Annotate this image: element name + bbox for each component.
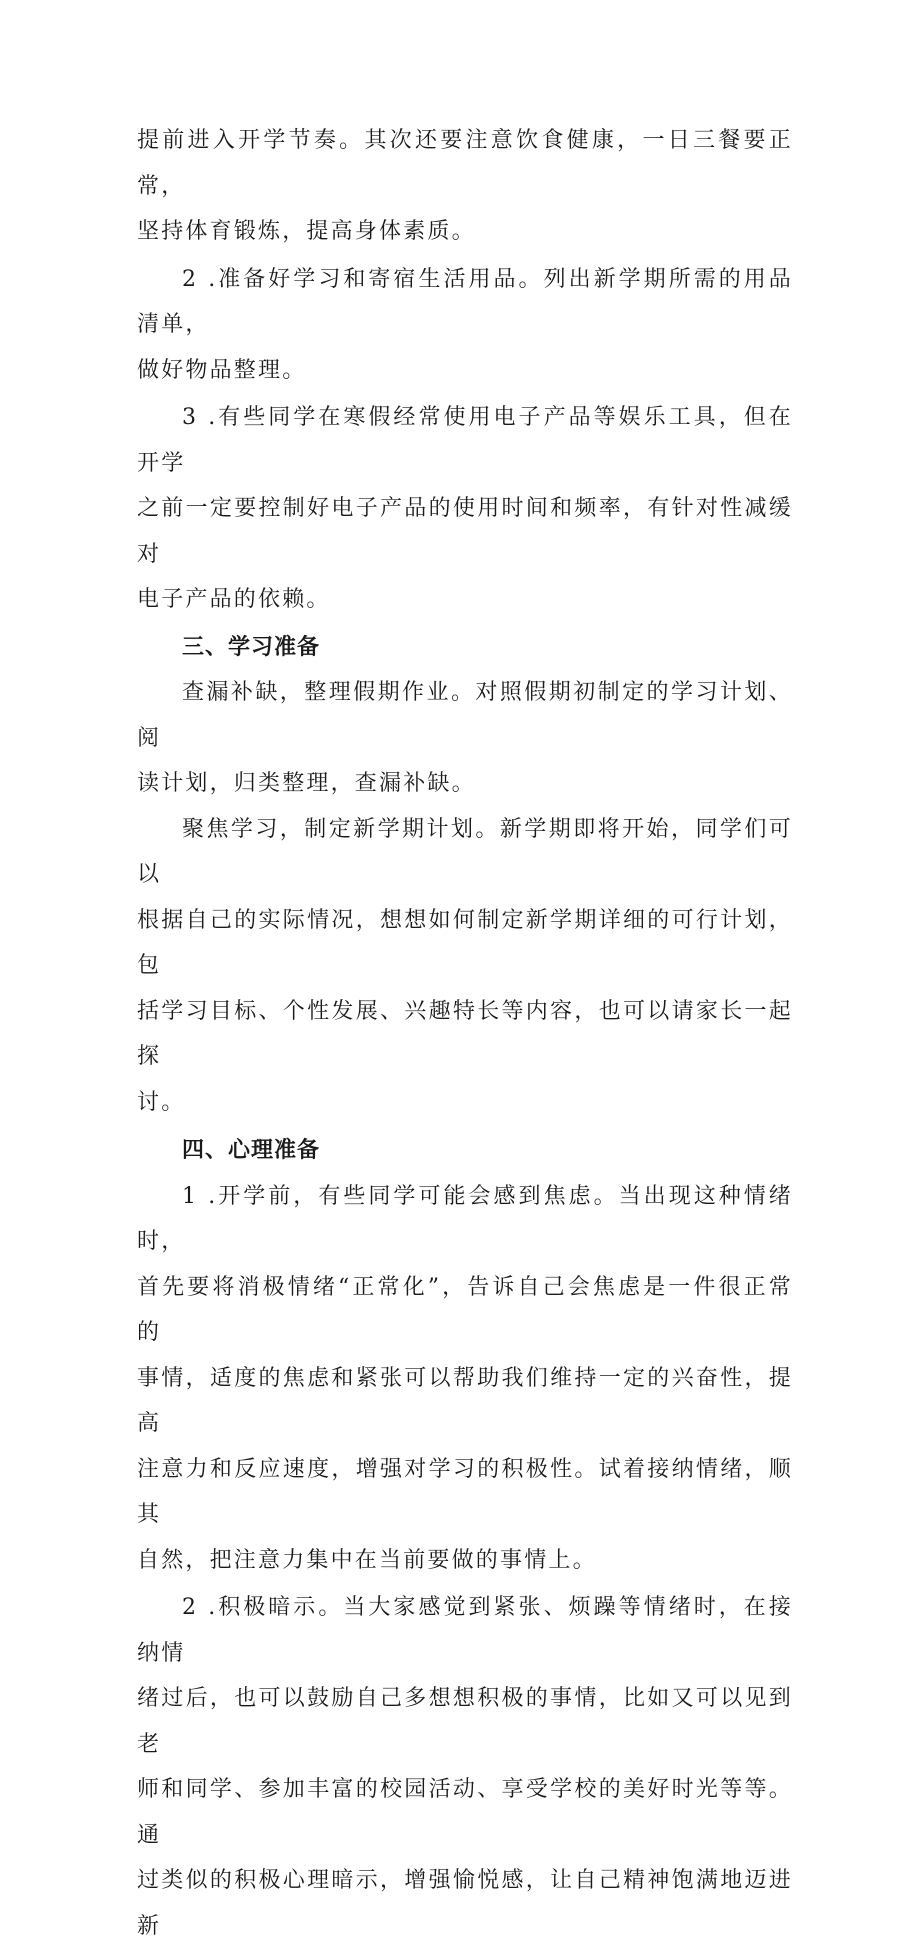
document-page bbox=[137, 118, 793, 1949]
paragraph-item-2-positive-suggestion bbox=[137, 1585, 793, 1949]
paragraph-item-2-supplies bbox=[137, 257, 793, 394]
text-line: 事情，适度的焦虑和紧张可以帮助我们维持一定的兴奋性，提高 bbox=[137, 1365, 793, 1436]
text-line: 自然，把注意力集中在当前要做的事情上。 bbox=[137, 1547, 597, 1573]
section-heading-study-prep: 三、学习准备 bbox=[182, 634, 321, 660]
text-line: 括学习目标、个性发展、兴趣特长等内容，也可以请家长一起探 bbox=[137, 998, 793, 1069]
text-line: 注意力和反应速度，增强对学习的积极性。试着接纳情绪，顺其 bbox=[137, 1456, 793, 1527]
text-line: 2 .准备好学习和寄宿生活用品。列出新学期所需的用品清单， bbox=[137, 266, 793, 337]
paragraph-item-3-electronics bbox=[137, 395, 793, 623]
text-line: 提前进入开学节奏。其次还要注意饮食健康，一日三餐要正常， bbox=[137, 128, 793, 199]
text-line: 师和同学、参加丰富的校园活动、享受学校的美好时光等等。通 bbox=[137, 1777, 793, 1848]
text-line: 过类似的积极心理暗示，增强愉悦感，让自己精神饱满地迈进新 bbox=[137, 1868, 793, 1939]
paragraph-review-homework bbox=[137, 670, 793, 807]
text-line: 根据自己的实际情况，想想如何制定新学期详细的可行计划，包 bbox=[137, 907, 793, 978]
text-line: 1 .开学前，有些同学可能会感到焦虑。当出现这种情绪时， bbox=[137, 1183, 793, 1254]
text-line: 2 .积极暗示。当大家感觉到紧张、烦躁等情绪时，在接纳情 bbox=[137, 1595, 793, 1666]
text-line: 做好物品整理。 bbox=[137, 357, 307, 383]
text-line: 绪过后，也可以鼓励自己多想想积极的事情，比如又可以见到老 bbox=[137, 1686, 793, 1757]
text-line: 读计划，归类整理，查漏补缺。 bbox=[137, 771, 476, 796]
text-line: 查漏补缺，整理假期作业。对照假期初制定的学习计划、阅 bbox=[137, 680, 793, 751]
paragraph-semester-plan bbox=[137, 807, 793, 1126]
section-heading-mental-prep: 四、心理准备 bbox=[182, 1138, 321, 1163]
text-line: 3 .有些同学在寒假经常使用电子产品等娱乐工具，但在开学 bbox=[137, 405, 793, 476]
text-line: 之前一定要控制好电子产品的使用时间和频率，有针对性减缓对 bbox=[137, 496, 793, 567]
text-line: 讨。 bbox=[137, 1089, 186, 1115]
text-line: 首先要将消极情绪“正常化”，告诉自己会焦虑是一件很正常的 bbox=[137, 1274, 793, 1345]
text-line: 电子产品的依赖。 bbox=[137, 587, 331, 612]
text-line: 聚焦学习，制定新学期计划。新学期即将开始，同学们可以 bbox=[137, 816, 793, 887]
paragraph-item-1-anxiety bbox=[137, 1174, 793, 1584]
text-line: 坚持体育锻炼，提高身体素质。 bbox=[137, 219, 476, 244]
paragraph-healthy-habits bbox=[137, 118, 793, 255]
